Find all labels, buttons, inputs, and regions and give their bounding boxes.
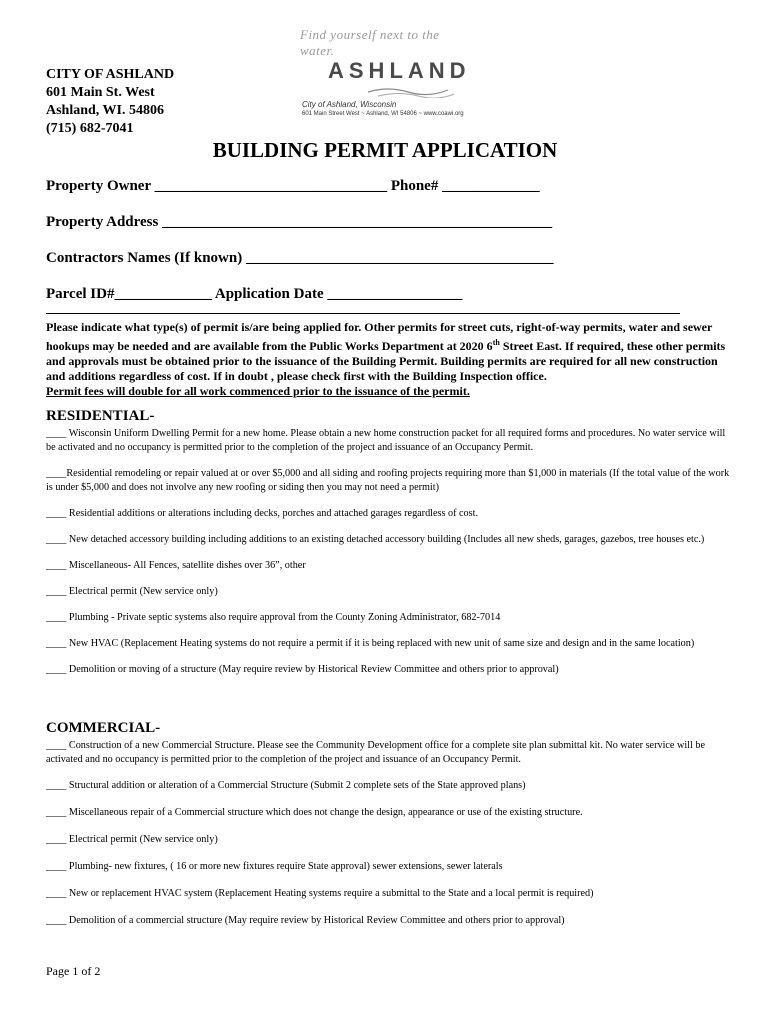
residential-list [46, 427, 736, 677]
residential-permit-item[interactable]: ____ Miscellaneous- All Fences, satellite dishes over 36”, other [46, 560, 306, 571]
commercial-permit-item[interactable]: ____ Demolition of a commercial structure (May require review by Historical Review Committee and others prior to approval) [46, 915, 565, 926]
logo-waves-icon [328, 84, 458, 98]
instructions-text: Street East. If required, these other permits and approvals must be obtained prior to the issuance of the Building Permit. Building permits are required for all new construction and additions regardless of cost. If in doubt , please check first with the Building Inspection office. [46, 339, 726, 383]
permit-fee-warning: Permit fees will double for all work commenced prior to the issuance of the permit. [46, 384, 470, 398]
residential-permit-item[interactable]: ____ Wisconsin Uniform Dwelling Permit for a new home. Please obtain a new home construction packet for all required forms and procedures. No water service will be activated and no occupancy is permitted prior to the completion of the project and issuance of an Occupancy Permit. [46, 428, 726, 453]
page-title: BUILDING PERMIT APPLICATION [212, 138, 558, 162]
contractors-names-field[interactable]: Contractors Names (If known) _________________________________________ [46, 250, 554, 266]
commercial-permit-item[interactable]: ____ Construction of a new Commercial Structure. Please see the Community Development office for a complete site plan submittal kit. No water service will be activated and no occupancy is permitted prior to the completion of the project and issuance of an Occupancy Permit. [46, 740, 705, 765]
residential-permit-item[interactable]: ____Residential remodeling or repair valued at or over $5,000 and all siding and roofing projects requiring more than $1,000 in materials (If the total value of the work is under $5,000 and does not involve any new roofing or siding then you may not need a permit) [46, 468, 730, 493]
commercial-permit-item[interactable]: ____ Electrical permit (New service only) [46, 834, 218, 845]
residential-permit-item[interactable]: ____ New detached accessory building including additions to an existing detached accessory building (Includes all new sheds, garages, gazebos, tree houses etc.) [46, 534, 705, 545]
instructions-superscript: th [492, 338, 500, 347]
page-number: Page 1 of 2 [46, 964, 101, 978]
instructions-paragraph [46, 320, 736, 399]
commercial-permit-item[interactable]: ____ Structural addition or alteration of a Commercial Structure (Submit 2 complete sets of the State approved plans) [46, 780, 526, 791]
logo-tagline: Find yourself next to the water. [300, 27, 440, 58]
residential-heading: RESIDENTIAL- [46, 408, 155, 424]
logo-city-name: City of Ashland, Wisconsin [302, 100, 397, 109]
residential-permit-item[interactable]: ____ Demolition or moving of a structure (May require review by Historical Review Committee and others prior to approval) [46, 664, 559, 675]
residential-permit-item[interactable]: ____ Electrical permit (New service only) [46, 586, 218, 597]
residential-permit-item[interactable]: ____ Residential additions or alterations including decks, porches and attached garages regardless of cost. [46, 508, 478, 519]
parcel-id-application-date-field[interactable]: Parcel ID#_____________ Application Date __________________ [46, 286, 463, 302]
city-address-block [46, 66, 174, 138]
commercial-list [46, 739, 736, 928]
instructions-text: Please indicate what type(s) of permit is/are being applied for. Other permits for street cuts, right-of-way permits, water and sewer hookups may be needed and are available from the Public Works Department at 2020 6 [46, 320, 713, 353]
commercial-permit-item[interactable]: ____ Plumbing- new fixtures, ( 16 or more new fixtures require State approval) sewer extensions, sewer laterals [46, 861, 503, 872]
commercial-permit-item[interactable]: ____ Miscellaneous repair of a Commercial structure which does not change the design, appearance or use of the existing structure. [46, 807, 583, 818]
residential-permit-item[interactable]: ____ New HVAC (Replacement Heating systems do not require a permit if it is being replaced with new unit of same size and design and in the same location) [46, 638, 695, 649]
divider [46, 313, 680, 314]
residential-permit-item[interactable]: ____ Plumbing - Private septic systems also require approval from the County Zoning Administrator, 682-7014 [46, 612, 501, 623]
property-owner-phone-field[interactable]: Property Owner _______________________________ Phone# _____________ [46, 178, 540, 194]
ashland-logo-wordmark: ASHLAND [328, 58, 471, 83]
property-address-field[interactable]: Property Address ____________________________________________________ [46, 214, 553, 230]
commercial-heading: COMMERCIAL- [46, 720, 161, 736]
address-line: (715) 682-7041 [46, 121, 134, 136]
address-line: Ashland, WI. 54806 [46, 103, 165, 118]
commercial-permit-item[interactable]: ____ New or replacement HVAC system (Replacement Heating systems require a submittal to the State and a local permit is required) [46, 888, 594, 899]
address-line: 601 Main St. West [46, 85, 155, 100]
logo-address: 601 Main Street West ~ Ashland, WI 54806 ~ www.coawi.org [302, 111, 464, 117]
address-line: CITY OF ASHLAND [46, 67, 175, 82]
